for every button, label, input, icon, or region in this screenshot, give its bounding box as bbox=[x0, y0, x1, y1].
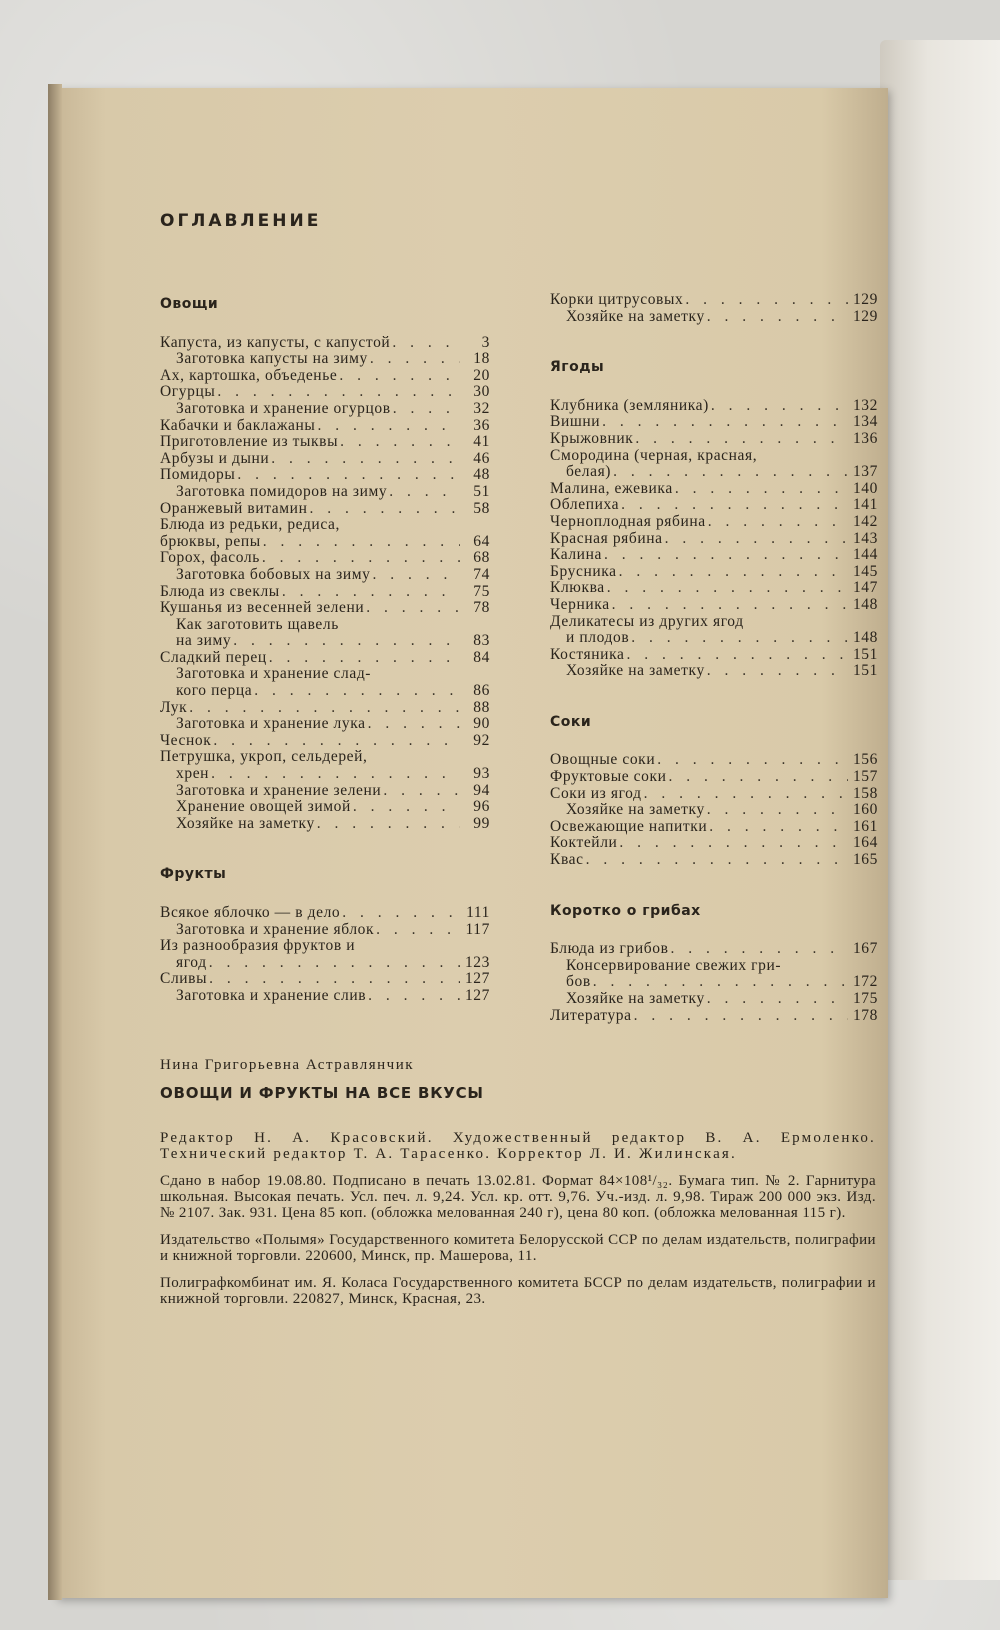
toc-entry bbox=[160, 749, 490, 766]
toc-entry-page: 136 bbox=[852, 429, 878, 447]
toc-entry bbox=[550, 941, 878, 958]
toc-entry bbox=[550, 647, 878, 664]
toc-entry bbox=[550, 448, 878, 465]
toc-leader-dots bbox=[655, 752, 848, 769]
toc-entry-title: Чеснок bbox=[160, 732, 212, 749]
toc-entry bbox=[160, 467, 490, 484]
toc-entry-page: 143 bbox=[852, 529, 878, 547]
toc-entry bbox=[550, 414, 878, 431]
book-spine bbox=[48, 84, 62, 1600]
toc-entry bbox=[160, 716, 490, 733]
toc-entry bbox=[160, 584, 490, 601]
section-spacer bbox=[160, 832, 490, 866]
toc-leader-dots bbox=[235, 467, 460, 484]
toc-entry-title: Соки из ягод bbox=[550, 785, 642, 802]
toc-entry-page: 141 bbox=[852, 496, 878, 514]
printer-info: Полиграфкомбинат им. Я. Коласа Государственного комитета БССР по делам издательств, полиграфии и книжной торговли. 220827, Минск, Красная, 23. bbox=[160, 1274, 876, 1308]
toc-entry-title: Клубника (земляника) bbox=[550, 397, 709, 414]
toc-entry bbox=[160, 816, 490, 833]
toc-entry-page: 157 bbox=[852, 768, 878, 786]
section-spacer bbox=[160, 313, 490, 335]
toc-section-title: Соки bbox=[550, 713, 592, 730]
toc-entry bbox=[160, 971, 490, 988]
toc-entry-page: 164 bbox=[852, 834, 878, 852]
toc-entry bbox=[550, 398, 878, 415]
toc-section-title: Ягоды bbox=[550, 359, 605, 376]
toc-leader-dots bbox=[705, 309, 848, 326]
toc-entry-title: Квас bbox=[550, 852, 584, 869]
toc-leader-dots bbox=[705, 802, 848, 819]
toc-entry-page: 127 bbox=[464, 986, 490, 1004]
section-spacer bbox=[160, 883, 490, 905]
toc-entry-title: Консервирование свежих гри- bbox=[566, 957, 782, 974]
toc-leader-dots bbox=[269, 451, 460, 468]
toc-leader-dots bbox=[624, 647, 848, 664]
book-title: ОВОЩИ И ФРУКТЫ НА ВСЕ ВКУСЫ bbox=[160, 1084, 484, 1103]
toc-entry-title: Как заготовить щавель bbox=[176, 616, 339, 633]
toc-entry bbox=[550, 786, 878, 803]
toc-entry-title: Кабачки и баклажаны bbox=[160, 417, 316, 434]
toc-entry-page: 151 bbox=[852, 645, 878, 663]
toc-section-title: Фрукты bbox=[160, 866, 227, 883]
toc-entry-title: Горох, фасоль bbox=[160, 550, 260, 567]
toc-leader-dots bbox=[705, 663, 848, 680]
toc-entry-page: 86 bbox=[473, 682, 490, 700]
toc-entry-title: Капуста, из капусты, с капустой bbox=[160, 334, 391, 351]
toc-entry-title: Костяника bbox=[550, 646, 625, 663]
toc-entry-page: 30 bbox=[473, 383, 490, 401]
toc-entry-page: 90 bbox=[473, 715, 490, 733]
toc-leader-dots bbox=[610, 597, 848, 614]
toc-entry bbox=[550, 835, 878, 852]
toc-leader-dots bbox=[605, 580, 848, 597]
toc-entry bbox=[550, 663, 878, 680]
toc-entry bbox=[160, 666, 490, 683]
toc-heading: ОГЛАВЛЕНИЕ bbox=[160, 211, 322, 231]
section-spacer bbox=[550, 680, 878, 714]
toc-entry bbox=[160, 384, 490, 401]
toc-entry bbox=[550, 852, 878, 869]
toc-entry-page: 140 bbox=[852, 479, 878, 497]
toc-entry-title: Коктейли bbox=[550, 835, 618, 852]
toc-leader-dots bbox=[591, 974, 848, 991]
toc-entry-title: Корки цитрусовых bbox=[550, 292, 684, 308]
toc-leader-dots bbox=[617, 835, 848, 852]
toc-entry-page: 147 bbox=[852, 579, 878, 597]
toc-leader-dots bbox=[307, 501, 460, 518]
toc-entry-page: 111 bbox=[466, 904, 490, 921]
section-spacer bbox=[550, 325, 878, 359]
toc-entry-title: Кушанья из весенней зелени bbox=[160, 600, 365, 617]
toc-entry-title: и плодов bbox=[566, 630, 630, 647]
toc-entry bbox=[160, 368, 490, 385]
toc-entry-page: 132 bbox=[852, 396, 878, 414]
toc-entry-title: бов bbox=[566, 974, 591, 991]
toc-entry-title: хрен bbox=[176, 766, 210, 783]
toc-entry-page: 74 bbox=[473, 565, 490, 583]
toc-entry-page: 161 bbox=[852, 817, 878, 835]
toc-entry bbox=[160, 451, 490, 468]
toc-entry-title: Заготовка и хранение зелени bbox=[176, 782, 382, 799]
toc-leader-dots bbox=[315, 816, 460, 833]
toc-entry-title: Деликатесы из других ягод bbox=[550, 613, 744, 630]
toc-leader-dots bbox=[611, 464, 848, 481]
toc-entry-page: 48 bbox=[473, 466, 490, 484]
toc-entry-page: 137 bbox=[852, 463, 878, 481]
toc-entry bbox=[160, 938, 490, 955]
toc-entry-title: Освежающие напитки bbox=[550, 818, 708, 835]
toc-entry-title: Помидоры bbox=[160, 467, 236, 484]
toc-entry-title: Хозяйке на заметку bbox=[566, 308, 705, 325]
toc-entry-page: 99 bbox=[473, 814, 490, 832]
toc-leader-dots bbox=[629, 630, 848, 647]
toc-entry bbox=[160, 700, 490, 717]
toc-leader-dots bbox=[209, 766, 460, 783]
toc-entry-title: Красная рябина bbox=[550, 530, 663, 547]
toc-section-title: Овощи bbox=[160, 296, 219, 312]
toc-entry-title: Хозяйке на заметку bbox=[176, 815, 315, 832]
section-spacer bbox=[550, 919, 878, 941]
toc-leader-dots bbox=[706, 514, 848, 531]
toc-entry-page: 175 bbox=[852, 990, 878, 1007]
toc-entry-page: 36 bbox=[473, 416, 490, 434]
toc-entry-page: 83 bbox=[473, 632, 490, 650]
toc-entry-title: Заготовка и хранение огурцов bbox=[176, 400, 391, 417]
toc-entry-page: 20 bbox=[473, 366, 490, 384]
toc-leader-dots bbox=[381, 783, 460, 800]
toc-entry bbox=[160, 633, 490, 650]
toc-entry-title: Заготовка и хранение яблок bbox=[176, 921, 375, 938]
toc-leader-dots bbox=[207, 955, 460, 972]
toc-leader-dots bbox=[709, 398, 848, 415]
toc-entry-page: 148 bbox=[852, 629, 878, 647]
toc-leader-dots bbox=[391, 401, 460, 418]
toc-leader-dots bbox=[280, 584, 460, 601]
toc-leader-dots bbox=[600, 414, 848, 431]
toc-entry-page: 88 bbox=[473, 698, 490, 716]
toc-entry bbox=[160, 351, 490, 368]
toc-entry bbox=[550, 974, 878, 991]
toc-entry-page: 18 bbox=[473, 350, 490, 368]
toc-leader-dots bbox=[374, 922, 460, 939]
toc-entry bbox=[550, 580, 878, 597]
toc-leader-dots bbox=[338, 434, 460, 451]
print-info: Сдано в набор 19.08.80. Подписано в печать 13.02.81. Формат 84×108¹/₃₂. Бумага тип. № 2. Гарнитура школьная. Высокая печать. Усл. печ. л. 9,24. Усл. кр. отт. 9,76. Уч.-изд. л. 9,98. Тираж 200 000 экз. Изд. № 2107. Зак. 931. Цена 85 коп. (обложка мелованная 240 г), цена 80 коп. (обложка мелованная 115 г). bbox=[160, 1172, 876, 1222]
toc-leader-dots bbox=[371, 567, 460, 584]
toc-entry-page: 127 bbox=[464, 970, 490, 988]
toc-entry-title: брюквы, репы bbox=[160, 533, 261, 550]
toc-entry bbox=[550, 292, 878, 309]
toc-section-title: Коротко о грибах bbox=[550, 902, 701, 919]
toc-entry bbox=[550, 497, 878, 514]
next-page-edge bbox=[880, 40, 1000, 1580]
toc-leader-dots bbox=[267, 650, 460, 667]
toc-entry-title: Брусника bbox=[550, 563, 617, 580]
toc-leader-dots bbox=[632, 1008, 848, 1025]
toc-leader-dots bbox=[633, 431, 848, 448]
toc-entry-page: 68 bbox=[473, 549, 490, 567]
toc-entry bbox=[550, 991, 878, 1008]
toc-entry-title: Сливы bbox=[160, 971, 208, 988]
toc-entry-title: Фруктовые соки bbox=[550, 769, 667, 786]
toc-entry-page: 167 bbox=[852, 940, 878, 958]
toc-leader-dots bbox=[366, 716, 460, 733]
author-name: Нина Григорьевна Астравлянчик bbox=[160, 1057, 415, 1073]
toc-entry-title: Хозяйке на заметку bbox=[566, 802, 705, 819]
toc-entry bbox=[160, 335, 490, 352]
toc-entry-page: 117 bbox=[465, 920, 490, 938]
toc-entry-title: Клюква bbox=[550, 580, 605, 597]
toc-entry-title: Приготовление из тыквы bbox=[160, 434, 339, 451]
toc-entry-title: Заготовка бобовых на зиму bbox=[176, 566, 371, 583]
toc-entry bbox=[160, 484, 490, 501]
toc-leader-dots bbox=[252, 683, 460, 700]
toc-entry bbox=[550, 481, 878, 498]
toc-leader-dots bbox=[315, 418, 460, 435]
toc-entry-title: Хозяйке на заметку bbox=[566, 991, 705, 1007]
toc-leader-dots bbox=[602, 547, 848, 564]
toc-entry-title: Малина, ежевика bbox=[550, 480, 673, 497]
toc-entry-title: ягод bbox=[176, 954, 207, 971]
toc-entry-page: 129 bbox=[852, 307, 878, 325]
toc-entry bbox=[160, 683, 490, 700]
toc-entry-page: 32 bbox=[473, 399, 490, 417]
toc-entry-title: Крыжовник bbox=[550, 430, 634, 447]
toc-entry bbox=[550, 1008, 878, 1025]
toc-entry-page: 93 bbox=[473, 765, 490, 783]
toc-entry-page: 78 bbox=[473, 599, 490, 617]
toc-entry bbox=[550, 597, 878, 614]
toc-entry-title: Огурцы bbox=[160, 384, 216, 401]
toc-leader-dots bbox=[683, 292, 848, 309]
toc-entry bbox=[550, 630, 878, 647]
toc-leader-dots bbox=[211, 733, 460, 750]
toc-entry-title: Всякое яблочко — в дело bbox=[160, 905, 341, 921]
toc-entry bbox=[160, 534, 490, 551]
toc-entry-title: Облепиха bbox=[550, 497, 620, 514]
toc-leader-dots bbox=[364, 600, 460, 617]
toc-leader-dots bbox=[340, 905, 460, 922]
toc-entry-page: 94 bbox=[473, 781, 490, 799]
toc-entry-page: 151 bbox=[852, 662, 878, 680]
toc-entry bbox=[160, 783, 490, 800]
toc-entry-title: Блюда из редьки, редиса, bbox=[160, 517, 340, 534]
toc-leader-dots bbox=[337, 368, 460, 385]
toc-entry-title: Черника bbox=[550, 596, 610, 613]
toc-entry-page: 41 bbox=[473, 433, 490, 451]
toc-leader-dots bbox=[231, 633, 460, 650]
toc-entry-title: белая) bbox=[566, 464, 612, 481]
toc-leader-dots bbox=[351, 799, 460, 816]
toc-entry-page: 129 bbox=[852, 291, 878, 308]
toc-entry bbox=[160, 550, 490, 567]
toc-entry bbox=[550, 531, 878, 548]
toc-entry-page: 92 bbox=[473, 731, 490, 749]
toc-entry bbox=[550, 547, 878, 564]
toc-leader-dots bbox=[705, 991, 848, 1008]
toc-right-column bbox=[550, 292, 878, 1024]
toc-entry bbox=[160, 733, 490, 750]
toc-entry-page: 75 bbox=[473, 582, 490, 600]
toc-entry-title: Овощные соки bbox=[550, 752, 656, 769]
toc-entry-title: Блюда из свеклы bbox=[160, 583, 280, 600]
toc-leader-dots bbox=[390, 335, 460, 352]
toc-entry bbox=[550, 958, 878, 975]
toc-entry-page: 51 bbox=[473, 482, 490, 500]
toc-leader-dots bbox=[261, 534, 460, 551]
toc-leader-dots bbox=[368, 351, 460, 368]
toc-entry-title: Оранжевый витамин bbox=[160, 500, 308, 517]
toc-entry-title: Заготовка и хранение слив bbox=[176, 987, 367, 1004]
toc-leader-dots bbox=[617, 564, 848, 581]
toc-entry bbox=[550, 614, 878, 631]
toc-entry bbox=[160, 401, 490, 418]
toc-leader-dots bbox=[207, 971, 460, 988]
toc-entry-title: Калина bbox=[550, 547, 602, 564]
toc-entry-page: 148 bbox=[852, 595, 878, 613]
toc-entry bbox=[160, 650, 490, 667]
toc-entry bbox=[550, 464, 878, 481]
toc-entry-page: 96 bbox=[473, 798, 490, 816]
toc-entry-title: Заготовка и хранение слад- bbox=[176, 666, 372, 683]
toc-leader-dots bbox=[619, 497, 848, 514]
toc-entry-title: Лук bbox=[160, 699, 188, 716]
toc-entry bbox=[160, 955, 490, 972]
toc-entry bbox=[160, 905, 490, 922]
toc-entry-page: 144 bbox=[852, 546, 878, 564]
toc-leader-dots bbox=[642, 786, 848, 803]
toc-entry bbox=[160, 799, 490, 816]
toc-leader-dots bbox=[663, 531, 848, 548]
toc-entry bbox=[550, 769, 878, 786]
toc-entry-page: 123 bbox=[464, 953, 490, 971]
toc-leader-dots bbox=[366, 988, 460, 1005]
toc-entry bbox=[160, 501, 490, 518]
toc-entry-title: Блюда из грибов bbox=[550, 941, 669, 958]
toc-leader-dots bbox=[387, 484, 460, 501]
toc-entry bbox=[160, 567, 490, 584]
toc-entry-title: Из разнообразия фруктов и bbox=[160, 938, 356, 955]
toc-entry bbox=[550, 431, 878, 448]
toc-entry-title: Ах, картошка, объеденье bbox=[160, 367, 338, 384]
toc-entry-page: 134 bbox=[852, 413, 878, 431]
toc-entry bbox=[550, 514, 878, 531]
toc-entry-page: 145 bbox=[852, 562, 878, 580]
toc-entry bbox=[550, 802, 878, 819]
toc-entry-page: 158 bbox=[852, 784, 878, 802]
toc-entry-page: 142 bbox=[852, 512, 878, 530]
publisher-info: Издательство «Полымя» Государственного комитета Белорусской ССР по делам издательств, полиграфии и книжной торговли. 220600, Минск, пр. Машерова, 11. bbox=[160, 1231, 876, 1265]
toc-entry-page: 165 bbox=[852, 851, 878, 869]
toc-left-column bbox=[160, 296, 490, 1005]
toc-entry bbox=[160, 517, 490, 534]
toc-entry-page: 84 bbox=[473, 648, 490, 666]
toc-entry-title: Черноплодная рябина bbox=[550, 513, 706, 530]
section-spacer bbox=[550, 869, 878, 903]
toc-entry-title: Литература bbox=[550, 1007, 632, 1024]
imprint-block bbox=[160, 1057, 876, 1307]
toc-entry-title: Вишни bbox=[550, 414, 601, 431]
toc-entry bbox=[160, 922, 490, 939]
toc-entry bbox=[160, 766, 490, 783]
toc-entry bbox=[160, 988, 490, 1005]
toc-entry-title: Смородина (черная, красная, bbox=[550, 447, 758, 464]
toc-leader-dots bbox=[707, 819, 848, 836]
toc-leader-dots bbox=[215, 384, 460, 401]
toc-entry-title: Арбузы и дыни bbox=[160, 450, 270, 467]
toc-entry-title: Заготовка и хранение лука bbox=[176, 716, 366, 733]
toc-entry-title: кого перца bbox=[176, 683, 253, 700]
toc-entry-page: 160 bbox=[852, 801, 878, 819]
toc-leader-dots bbox=[584, 852, 848, 869]
toc-entry-title: Заготовка помидоров на зиму bbox=[176, 483, 388, 500]
toc-leader-dots bbox=[187, 700, 460, 717]
toc-entry-page: 156 bbox=[852, 751, 878, 769]
editors-credits: Редактор Н. А. Красовский. Художественный редактор В. А. Ермоленко. Технический редактор Т. А. Тарасенко. Корректор Л. И. Жилинская. bbox=[160, 1129, 876, 1163]
section-spacer bbox=[550, 730, 878, 752]
toc-leader-dots bbox=[669, 941, 848, 958]
toc-entry-title: Заготовка капусты на зиму bbox=[176, 351, 368, 368]
toc-entry-page: 178 bbox=[852, 1006, 878, 1024]
toc-entry bbox=[160, 434, 490, 451]
toc-entry bbox=[160, 617, 490, 634]
toc-entry-page: 64 bbox=[473, 532, 490, 550]
toc-leader-dots bbox=[260, 550, 460, 567]
toc-entry-page: 46 bbox=[473, 449, 490, 467]
toc-entry-title: Хозяйке на заметку bbox=[566, 663, 705, 680]
toc-entry-page: 58 bbox=[473, 499, 490, 517]
toc-leader-dots bbox=[673, 481, 848, 498]
toc-entry bbox=[550, 819, 878, 836]
toc-entry-page: 172 bbox=[852, 973, 878, 991]
toc-entry bbox=[160, 600, 490, 617]
toc-entry-page: 3 bbox=[481, 333, 490, 351]
toc-entry-title: Сладкий перец bbox=[160, 649, 267, 666]
toc-entry bbox=[550, 752, 878, 769]
toc-entry bbox=[550, 309, 878, 326]
toc-entry bbox=[550, 564, 878, 581]
toc-entry bbox=[160, 418, 490, 435]
toc-entry-title: Хранение овощей зимой bbox=[176, 799, 351, 816]
toc-entry-title: Петрушка, укроп, сельдерей, bbox=[160, 749, 368, 766]
toc-leader-dots bbox=[667, 769, 848, 786]
toc-entry-title: на зиму bbox=[176, 633, 232, 650]
section-spacer bbox=[550, 376, 878, 398]
